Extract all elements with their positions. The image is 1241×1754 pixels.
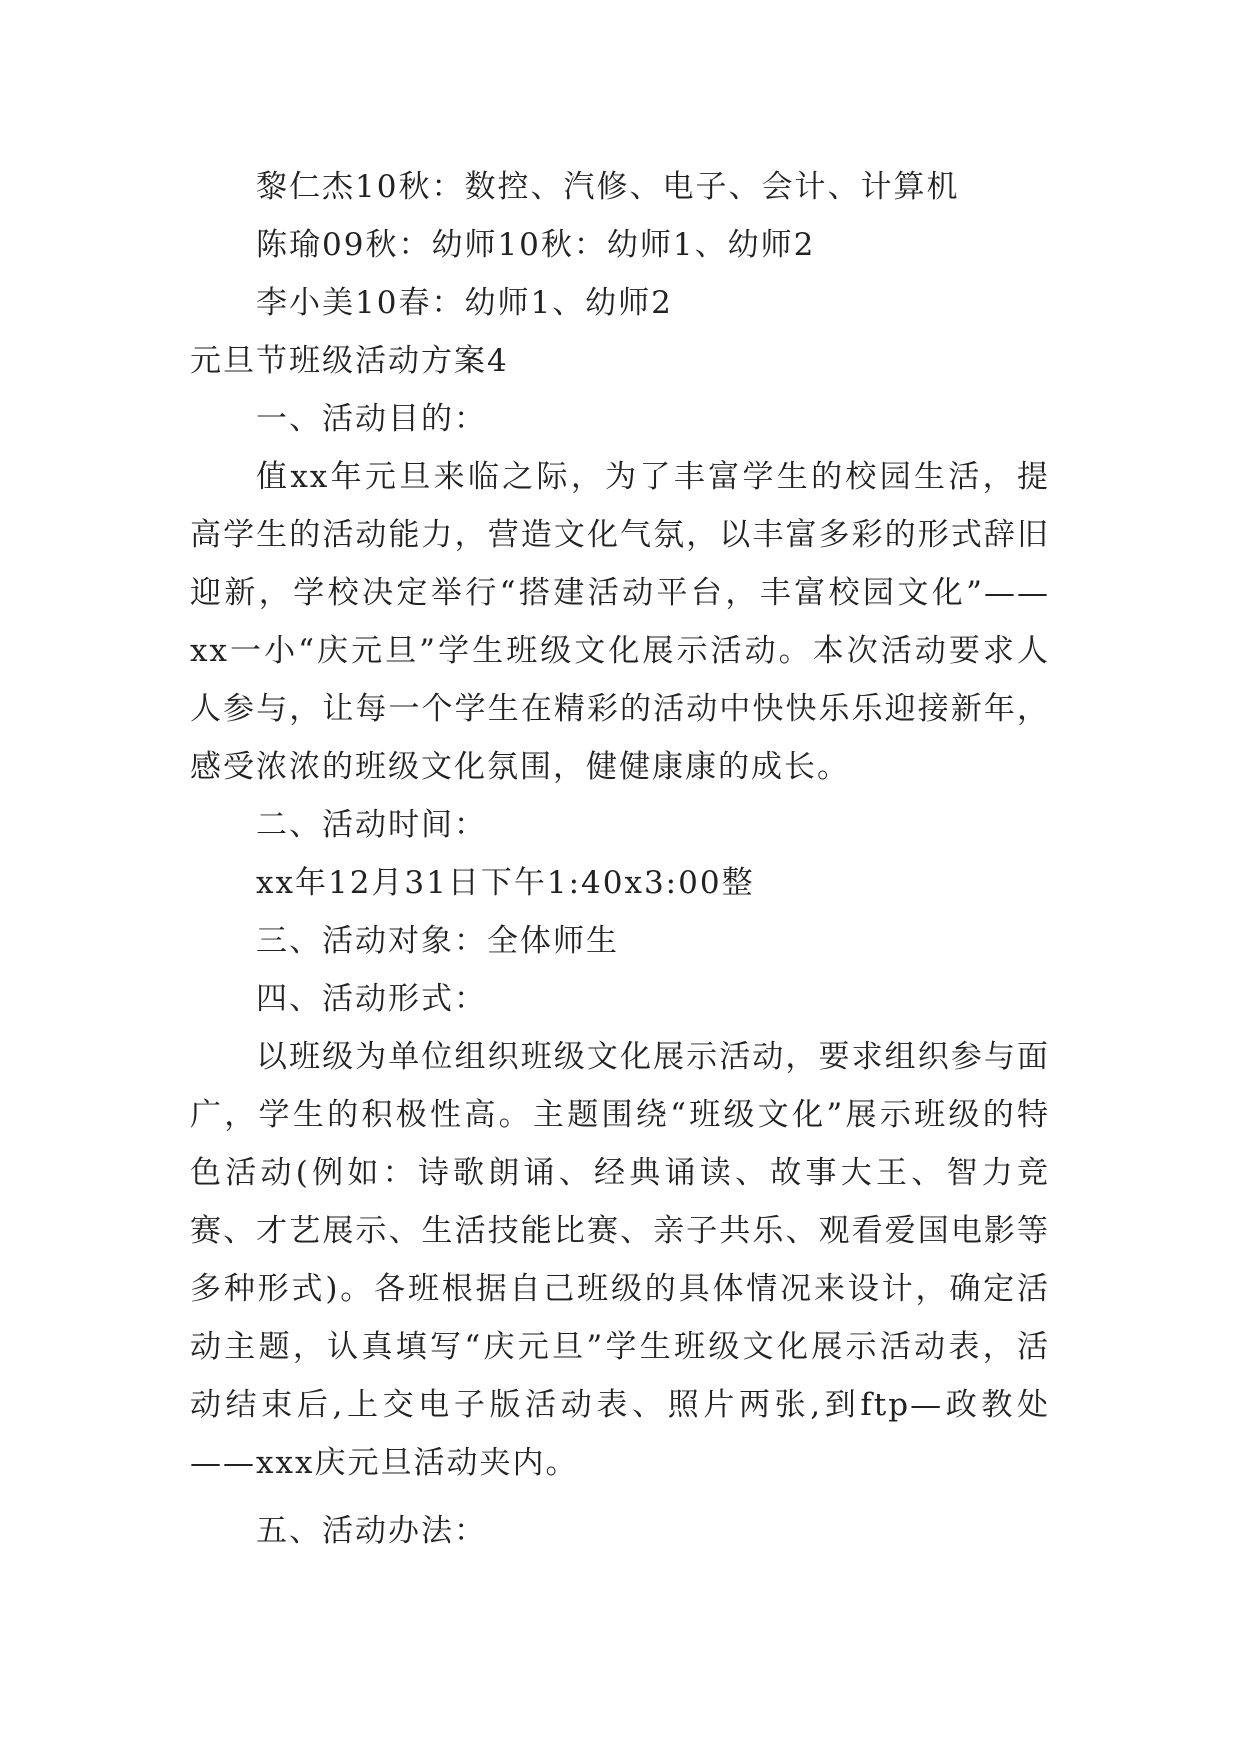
section-2-title: 二、活动时间： bbox=[256, 807, 487, 843]
staff-line-li-renjie: 黎仁杰10秋：数控、汽修、电子、会计、计算机 bbox=[256, 169, 960, 205]
section-2-body: xx年12月31日下午1:40x3:00整 bbox=[256, 865, 755, 901]
section-4-body: 以班级为单位组织班级文化展示活动，要求组织参与面广，学生的积极性高。主题围绕“班级文化”展示班级的特色活动(例如：诗歌朗诵、经典诵读、故事大王、智力竞赛、才艺展示、生活技能比赛、亲子共乐、观看爱国电影等多种形式)。各班根据自己班级的具体情况来设计，确定活动主题，认真填写“庆元旦”学生班级文化展示活动表，活动结束后,上交电子版活动表、照片两张,到ftp—政教处——xxx庆元旦活动夹内。 bbox=[190, 1039, 1050, 1481]
section-4-title: 四、活动形式： bbox=[256, 981, 487, 1017]
staff-line-li-xiaomei: 李小美10春：幼师1、幼师2 bbox=[256, 285, 673, 321]
staff-line-chen-yu: 陈瑜09秋：幼师10秋：幼师1、幼师2 bbox=[256, 227, 816, 263]
document-body bbox=[190, 158, 1050, 1560]
section-1-body: 值xx年元旦来临之际，为了丰富学生的校园生活，提高学生的活动能力，营造文化气氛，以丰富多彩的形式辞旧迎新，学校决定举行“搭建活动平台，丰富校园文化”——xx一小“庆元旦”学生班级文化展示活动。本次活动要求人人参与，让每一个学生在精彩的活动中快快乐乐迎接新年，感受浓浓的班级文化氛围，健健康康的成长。 bbox=[190, 459, 1050, 785]
section-3-title: 三、活动对象：全体师生 bbox=[256, 923, 619, 959]
section-1-title: 一、活动目的： bbox=[256, 401, 487, 437]
plan-heading: 元旦节班级活动方案4 bbox=[190, 343, 509, 379]
section-5-title: 五、活动办法： bbox=[256, 1513, 487, 1549]
